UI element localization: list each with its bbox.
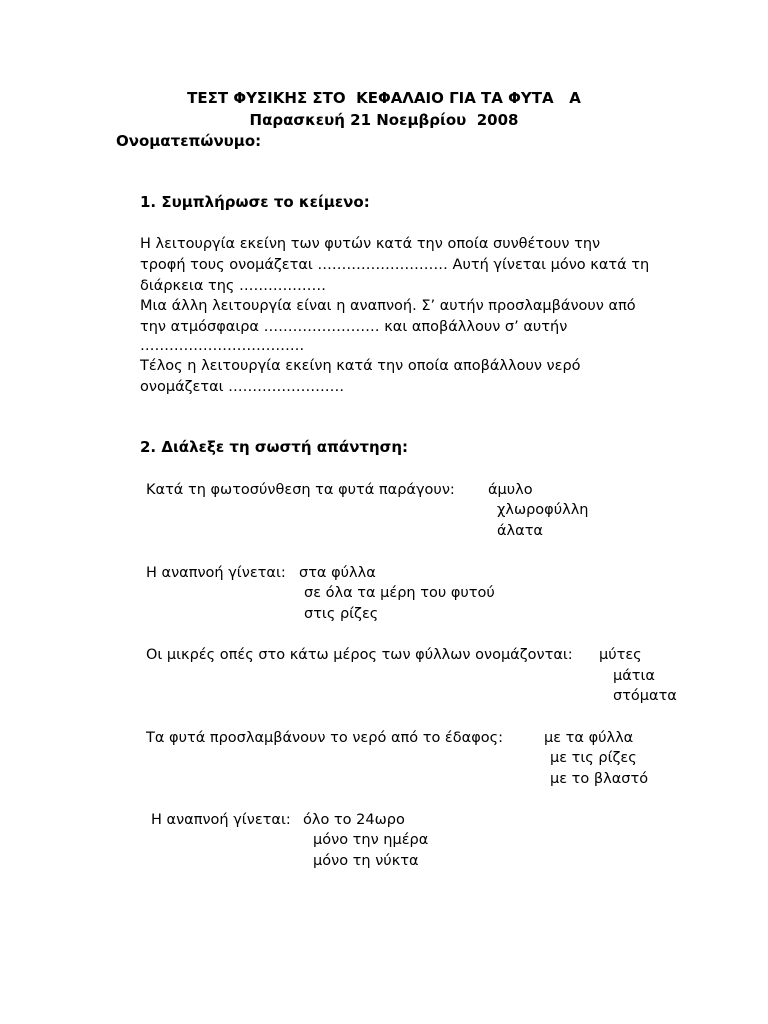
answer-option: χλωροφύλλη — [497, 502, 589, 518]
fill-in-line: ονομάζεται …………………… — [140, 379, 345, 395]
answer-option: στα φύλλα — [299, 565, 376, 581]
answer-option: στόματα — [613, 688, 677, 704]
name-label: Ονοματεπώνυμο: — [116, 132, 262, 150]
fill-in-line: τροφή τους ονομάζεται ……………………… Αυτή γίνεται μόνο κατά τη — [140, 257, 650, 273]
answer-option: μόνο τη νύκτα — [313, 853, 419, 869]
answer-option: σε όλα τα μέρη του φυτού — [304, 585, 495, 601]
question-prompt: Τα φυτά προσλαμβάνουν το νερό από το έδαφος: — [146, 730, 504, 746]
answer-option: στις ρίζες — [304, 606, 379, 622]
section1-heading: 1. Συμπλήρωσε το κείμενο: — [140, 193, 370, 211]
fill-in-line: Η λειτουργία εκείνη των φυτών κατά την οποία συνθέτουν την — [140, 236, 601, 252]
fill-in-line: ……………………………. — [140, 338, 305, 354]
answer-option: όλο το 24ωρο — [303, 812, 405, 828]
answer-option: με το βλαστό — [550, 771, 649, 787]
answer-option: με τις ρίζες — [550, 750, 637, 766]
fill-in-line: Μια άλλη λειτουργία είναι η αναπνοή. Σ’ αυτήν προσλαμβάνουν από — [140, 298, 636, 314]
answer-option: μάτια — [613, 668, 655, 684]
question-prompt: Κατά τη φωτοσύνθεση τα φυτά παράγουν: — [146, 482, 455, 498]
answer-option: με τα φύλλα — [544, 730, 634, 746]
question-prompt: Η αναπνοή γίνεται: — [151, 812, 291, 828]
page-date: Παρασκευή 21 Νοεμβρίου 2008 — [249, 111, 519, 129]
section2-heading: 2. Διάλεξε τη σωστή απάντηση: — [140, 438, 409, 456]
question-prompt: Η αναπνοή γίνεται: — [146, 565, 286, 581]
fill-in-line: την ατμόσφαιρα …………………… και αποβάλλουν σ’ αυτήν — [140, 319, 568, 335]
answer-option: μόνο την ημέρα — [313, 832, 429, 848]
answer-option: άλατα — [497, 523, 543, 539]
page-title: ΤΕΣΤ ΦΥΣΙΚΗΣ ΣΤΟ ΚΕΦΑΛΑΙΟ ΓΙΑ ΤΑ ΦΥΤΑ Α — [187, 89, 581, 107]
answer-option: άμυλο — [488, 482, 533, 498]
fill-in-line: διάρκεια της ……………… — [140, 278, 327, 294]
fill-in-line: Τέλος η λειτουργία εκείνη κατά την οποία αποβάλλουν νερό — [140, 358, 581, 374]
question-prompt: Οι μικρές οπές στο κάτω μέρος των φύλλων ονομάζονται: — [146, 647, 573, 663]
answer-option: μύτες — [599, 647, 642, 663]
